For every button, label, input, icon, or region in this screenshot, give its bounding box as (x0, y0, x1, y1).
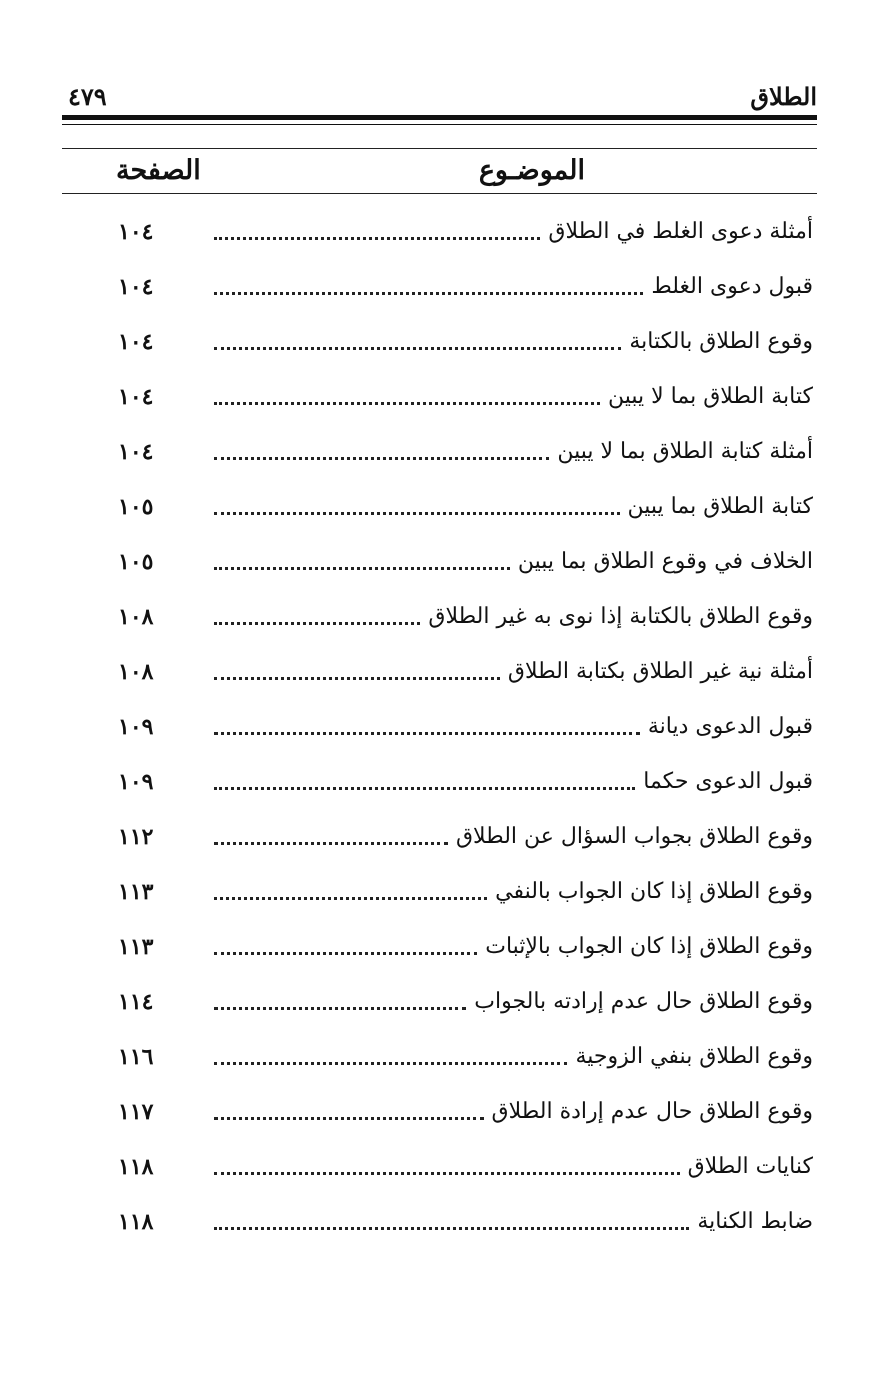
topic-column-label: الموضـوع (478, 155, 585, 186)
toc-entry-page: ١٠٨ (118, 658, 154, 685)
toc-entry-title: قبول الدعوى حكما (643, 769, 813, 794)
toc-entry-title: وقوع الطلاق بجواب السؤال عن الطلاق (455, 824, 813, 849)
dot-leader (214, 567, 510, 570)
toc-entry-page: ١١٧ (118, 1098, 154, 1125)
toc-entry-page: ١٠٩ (118, 713, 154, 740)
toc-entry-title: قبول الدعوى ديانة (647, 714, 813, 739)
toc-entry-page: ١١٨ (118, 1208, 154, 1235)
toc-entry (118, 864, 813, 919)
toc-entry (118, 534, 813, 589)
toc-entry-title: وقوع الطلاق بالكتابة (629, 329, 813, 354)
dot-leader (214, 732, 640, 735)
dot-leader (214, 897, 487, 900)
toc-entry-title: أمثلة نية غير الطلاق بكتابة الطلاق (507, 659, 813, 684)
toc-entry (118, 809, 813, 864)
toc-entry (118, 479, 813, 534)
dot-leader (214, 1062, 567, 1065)
toc-entry (118, 919, 813, 974)
toc-entry (118, 589, 813, 644)
dot-leader (214, 677, 500, 680)
toc-entry-title: وقوع الطلاق حال عدم إرادة الطلاق (491, 1099, 813, 1124)
toc-entry-title: كتابة الطلاق بما لا يبين (607, 384, 813, 409)
toc-entry (118, 369, 813, 424)
toc-entry-title: وقوع الطلاق إذا كان الجواب بالنفي (495, 879, 813, 904)
toc-entry (118, 424, 813, 479)
toc-entry-title: وقوع الطلاق بالكتابة إذا نوى به غير الطلاق (428, 604, 813, 629)
dot-leader (214, 952, 477, 955)
dot-leader (214, 787, 635, 790)
toc-entry (118, 314, 813, 369)
toc-entry-page: ١١٦ (118, 1043, 154, 1070)
dot-leader (214, 402, 600, 405)
toc-entry-page: ١٠٩ (118, 768, 154, 795)
toc-entry-page: ١١٨ (118, 1153, 154, 1180)
dot-leader (214, 1227, 689, 1230)
running-head (62, 80, 817, 116)
toc-entry (118, 204, 813, 259)
dot-leader (214, 292, 643, 295)
dot-leader (214, 842, 448, 845)
toc-entry-page: ١٠٤ (118, 438, 154, 465)
dot-leader (214, 1117, 484, 1120)
book-title: الطلاق (750, 82, 817, 111)
toc-entry-title: وقوع الطلاق بنفي الزوجية (575, 1044, 813, 1069)
toc-entry-title: قبول دعوى الغلط (651, 274, 813, 299)
toc-entry (118, 974, 813, 1029)
dot-leader (214, 457, 549, 460)
dot-leader (214, 512, 620, 515)
toc-entry-page: ١٠٤ (118, 218, 154, 245)
toc-entry-title: وقوع الطلاق حال عدم إرادته بالجواب (474, 989, 813, 1014)
toc-entry-page: ١٠٥ (118, 548, 154, 575)
toc-entry (118, 1194, 813, 1249)
dot-leader (214, 347, 621, 350)
toc-entry-page: ١٠٥ (118, 493, 154, 520)
toc-entry (118, 1084, 813, 1139)
dot-leader (214, 237, 540, 240)
toc-entry-page: ١١٣ (118, 878, 154, 905)
toc-entry-title: كتابة الطلاق بما يبين (627, 494, 813, 519)
toc-entry (118, 754, 813, 809)
toc-entry-title: كنايات الطلاق (687, 1154, 813, 1179)
toc-entry-page: ١٠٨ (118, 603, 154, 630)
toc-entry (118, 1139, 813, 1194)
page-number: ٤٧٩ (68, 82, 107, 111)
toc-entry-page: ١٠٤ (118, 273, 154, 300)
toc-entry-title: الخلاف في وقوع الطلاق بما يبين (517, 549, 813, 574)
toc-entry-title: أمثلة كتابة الطلاق بما لا يبين (557, 439, 813, 464)
dot-leader (214, 1007, 466, 1010)
toc-entry-page: ١١٣ (118, 933, 154, 960)
header-rule-thick (62, 115, 817, 120)
column-header (62, 148, 817, 194)
toc-entry-page: ١١٢ (118, 823, 154, 850)
toc-entry (118, 259, 813, 314)
toc-entry-page: ١٠٤ (118, 383, 154, 410)
header-rule-thin (62, 124, 817, 125)
toc-entry-page: ١٠٤ (118, 328, 154, 355)
toc-entry-title: ضابط الكناية (697, 1209, 813, 1234)
page-column-label: الصفحة (116, 155, 201, 186)
table-of-contents (118, 204, 813, 1249)
toc-entry (118, 1029, 813, 1084)
toc-entry-page: ١١٤ (118, 988, 154, 1015)
toc-entry-title: أمثلة دعوى الغلط في الطلاق (548, 219, 813, 244)
toc-entry-title: وقوع الطلاق إذا كان الجواب بالإثبات (485, 934, 813, 959)
toc-entry (118, 699, 813, 754)
dot-leader (214, 1172, 680, 1175)
toc-entry (118, 644, 813, 699)
dot-leader (214, 622, 420, 625)
